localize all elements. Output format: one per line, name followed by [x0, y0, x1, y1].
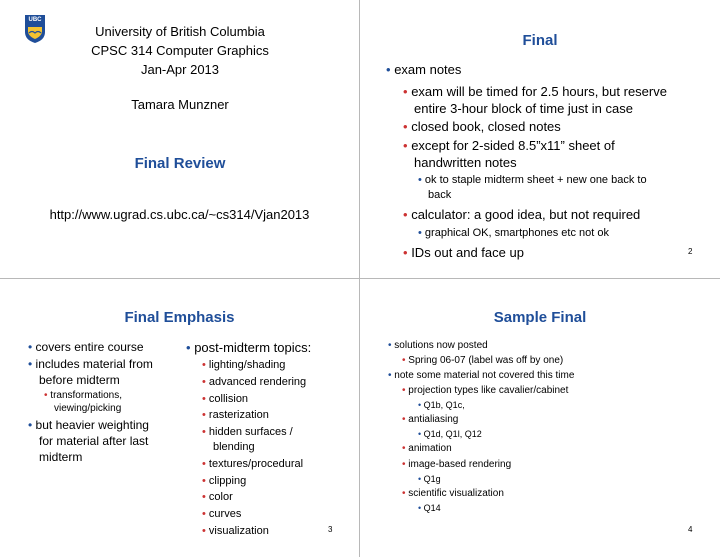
course-url[interactable]: http://www.ugrad.cs.ubc.ca/~cs314/Vjan2013: [49, 207, 310, 222]
bullet: •: [418, 174, 422, 186]
bullet: •: [202, 426, 206, 438]
list-item: Q1d, Q1l, Q12: [423, 429, 482, 439]
bullet: •: [403, 207, 408, 222]
slide-title: Final Emphasis: [124, 309, 235, 326]
bullet: •: [402, 385, 406, 396]
list-item: includes material from: [35, 357, 153, 371]
bullet: •: [403, 119, 408, 134]
bullet: •: [202, 508, 206, 520]
list-item: scientific visualization: [408, 488, 504, 499]
course-name: CPSC 314 Computer Graphics: [91, 43, 269, 58]
slide-title: Final Review: [134, 155, 226, 172]
bullet: •: [186, 340, 191, 355]
term: Jan-Apr 2013: [140, 62, 220, 77]
list-item: image-based rendering: [408, 459, 512, 470]
university-name: University of British Columbia: [95, 24, 265, 39]
list-item: exam notes: [394, 62, 462, 77]
bullet: •: [386, 62, 391, 77]
bullet: •: [418, 474, 422, 484]
list-item: IDs out and face up: [411, 245, 524, 260]
bullet: •: [402, 488, 406, 499]
list-item: except for 2-sided 8.5”x11” sheet of: [411, 138, 615, 153]
list-item: antialiasing: [408, 414, 459, 425]
list-item: viewing/picking: [54, 403, 122, 414]
list-item: animation: [408, 443, 452, 454]
instructor: Tamara Munzner: [131, 97, 229, 112]
bullet: •: [202, 525, 206, 537]
bullet: •: [202, 475, 206, 487]
list-item: exam will be timed for 2.5 hours, but reserve: [411, 84, 667, 99]
page-number: 2: [688, 247, 693, 256]
bullet: •: [202, 409, 206, 421]
list-item: graphical OK, smartphones etc not ok: [424, 227, 609, 239]
list-item: midterm: [39, 450, 83, 464]
bullet: •: [28, 340, 33, 354]
bullet: •: [388, 370, 392, 381]
list-item: but heavier weighting: [35, 418, 149, 432]
bullet: •: [403, 84, 408, 99]
list-item: Q1g: [423, 474, 441, 484]
bullet: •: [418, 429, 422, 439]
slide-title: Sample Final: [493, 309, 587, 326]
list-item: back: [428, 189, 452, 201]
list-item: handwritten notes: [414, 155, 517, 170]
bullet: •: [418, 503, 422, 513]
list-item: transformations,: [50, 390, 122, 401]
list-item: Q1b, Q1c,: [423, 400, 465, 410]
bullet: •: [402, 459, 406, 470]
bullet: •: [202, 376, 206, 388]
bullet: •: [28, 357, 33, 371]
list-item: collision: [208, 393, 249, 405]
bullet: •: [28, 418, 33, 432]
list-item: hidden surfaces /: [208, 426, 293, 438]
bullet: •: [402, 443, 406, 454]
list-item: Q14: [423, 503, 441, 513]
bullet: •: [418, 400, 422, 410]
list-item: note some material not covered this time: [394, 370, 575, 381]
list-item: color: [208, 491, 233, 503]
bullet: •: [44, 390, 48, 401]
logo-lettering: UBC: [28, 17, 42, 23]
bullet: •: [403, 245, 408, 260]
bullet: •: [202, 491, 206, 503]
list-item: before midterm: [39, 373, 120, 387]
list-item: Spring 06-07 (label was off by one): [408, 355, 564, 366]
bullet: •: [403, 138, 408, 153]
bullet: •: [418, 227, 422, 239]
list-item: rasterization: [208, 409, 269, 421]
list-item: calculator: a good idea, but not required: [411, 207, 641, 222]
list-item: blending: [213, 441, 255, 453]
list-item: entire 3-hour block of time just in case: [414, 101, 633, 116]
list-item: textures/procedural: [208, 458, 304, 470]
list-item: ok to staple midterm sheet + new one back to: [424, 174, 647, 186]
list-item: covers entire course: [35, 340, 144, 354]
list-item: post-midterm topics:: [194, 340, 312, 355]
list-item: visualization: [208, 525, 269, 537]
bullet: •: [202, 458, 206, 470]
bullet: •: [202, 393, 206, 405]
bullet: •: [202, 359, 206, 371]
list-item: lighting/shading: [208, 359, 286, 371]
page-number: 4: [688, 525, 693, 534]
list-item: advanced rendering: [208, 376, 307, 388]
slide-title: Final: [522, 32, 558, 49]
horizontal-divider: [0, 278, 720, 279]
list-item: closed book, closed notes: [411, 119, 561, 134]
list-item: projection types like cavalier/cabinet: [408, 385, 569, 396]
list-item: curves: [208, 508, 242, 520]
list-item: solutions now posted: [394, 340, 488, 351]
bullet: •: [388, 340, 392, 351]
page-number: 3: [328, 525, 333, 534]
list-item: for material after last: [39, 434, 149, 448]
bullet: •: [402, 414, 406, 425]
list-item: clipping: [208, 475, 247, 487]
bullet: •: [402, 355, 406, 366]
